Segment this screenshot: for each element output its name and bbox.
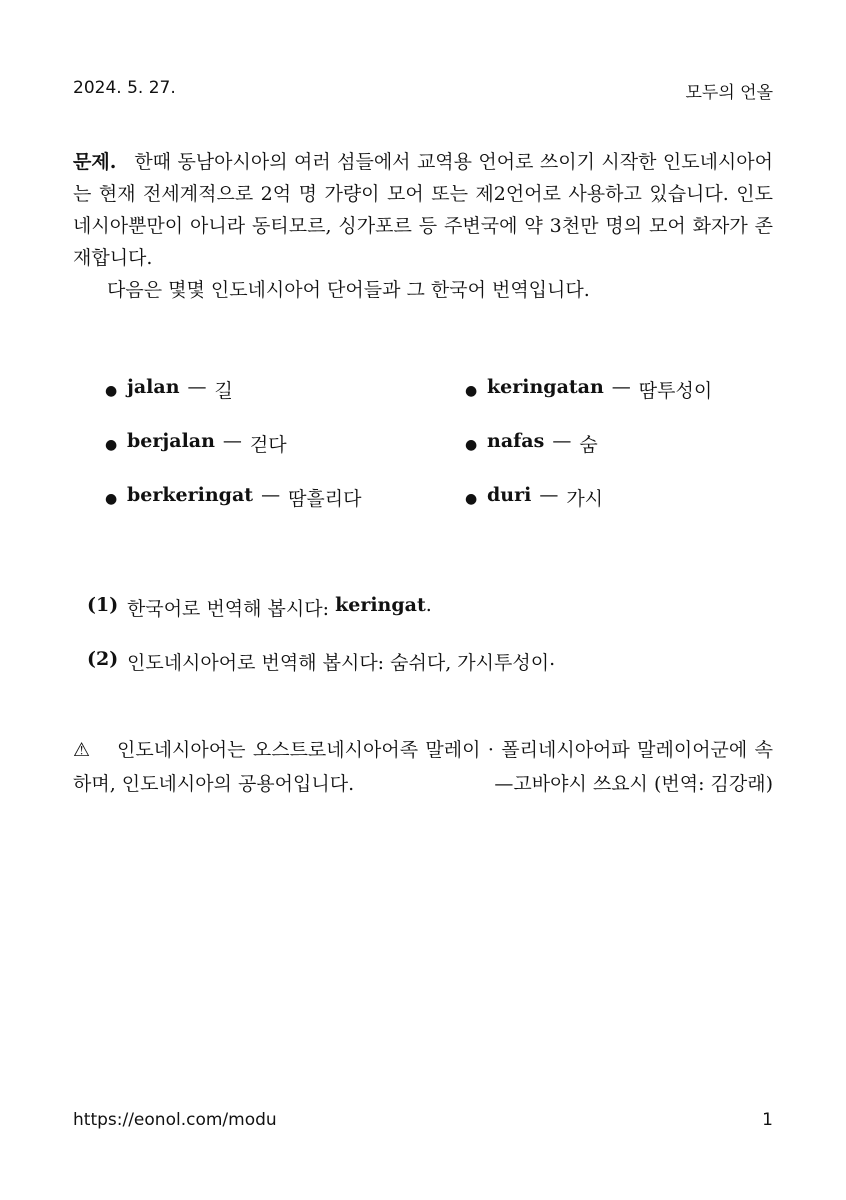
- footer-url[interactable]: https://eonol.com/modu: [73, 1110, 277, 1130]
- indonesian-word: berjalan: [127, 430, 215, 452]
- question-end: .: [425, 594, 432, 616]
- page-number: 1: [762, 1110, 773, 1130]
- korean-meaning: 가시: [566, 488, 604, 510]
- indonesian-word: duri: [487, 484, 532, 506]
- problem-paragraph-2: 다음은 몇몇 인도네시아어 단어들과 그 한국어 번역입니다.: [107, 279, 590, 301]
- indonesian-word: berkeringat: [127, 484, 254, 506]
- question-prompt: 인도네시아어로 번역해 봅시다:: [127, 652, 385, 674]
- question-target: keringat: [335, 594, 426, 616]
- indonesian-word: keringatan: [487, 376, 604, 398]
- page-footer: [73, 1110, 773, 1130]
- dash: —: [261, 484, 281, 506]
- question-number: (2): [87, 648, 119, 670]
- korean-meaning: 땀투성이: [638, 380, 713, 402]
- question-prompt: 한국어로 번역해 봅시다:: [127, 598, 330, 620]
- vocab-item: [105, 430, 465, 484]
- korean-meaning: 걷다: [249, 434, 287, 456]
- bullet-icon: ●: [465, 491, 478, 507]
- warning-icon: ⚠: [73, 739, 91, 761]
- vocab-item: [465, 430, 765, 484]
- question-number: (1): [87, 594, 119, 616]
- indonesian-word: jalan: [127, 376, 180, 398]
- vocab-item: [105, 376, 465, 430]
- note: [73, 733, 773, 801]
- dash: —: [539, 484, 559, 506]
- indonesian-word: nafas: [487, 430, 545, 452]
- korean-meaning: 땀흘리다: [288, 488, 362, 510]
- problem-label: 문제.: [73, 151, 117, 173]
- question-2: [87, 648, 777, 702]
- attribution: —고바야시 쓰요시 (번역: 김강래): [494, 773, 773, 795]
- bullet-icon: ●: [465, 437, 478, 453]
- series-title: 모두의 언올: [685, 83, 773, 103]
- dash: —: [222, 430, 242, 452]
- question-1: [87, 594, 777, 648]
- problem-paragraph-1: [73, 146, 773, 274]
- bullet-icon: ●: [465, 383, 478, 399]
- question-end: .: [549, 648, 556, 670]
- bullet-icon: ●: [105, 383, 118, 399]
- question-list: [87, 594, 777, 702]
- problem-intro: 한때 동남아시아의 여러 섬들에서 교역용 언어로 쓰이기 시작한 인도네시아어는 현재 전세계적으로 2억 명 가량이 모어 또는 제2언어로 사용하고 있습니다. 인도네시아뿐만이 아니라 동티모르, 싱가포르 등 주변국에 약 3천만 명의 모어 화자가 존재합니다.: [73, 151, 773, 269]
- bullet-icon: ●: [105, 491, 118, 507]
- dash: —: [187, 376, 207, 398]
- korean-meaning: 숨: [579, 434, 598, 456]
- dash: —: [611, 376, 631, 398]
- vocab-item: [465, 376, 765, 430]
- question-target: 숨쉬다, 가시투성이: [390, 652, 550, 674]
- note-text: 인도네시아어는 오스트로네시아어족 말레이 · 폴리네시아어파 말레이어군에 속하며, 인도네시아의 공용어입니다.: [73, 739, 773, 795]
- vocab-item: [105, 484, 465, 538]
- korean-meaning: 길: [214, 380, 233, 402]
- vocab-item: [465, 484, 765, 538]
- page-header: [73, 78, 773, 103]
- problem-statement: [73, 146, 773, 306]
- date: 2024. 5. 27.: [73, 78, 176, 98]
- dash: —: [552, 430, 572, 452]
- vocabulary-list: [105, 376, 765, 538]
- bullet-icon: ●: [105, 437, 118, 453]
